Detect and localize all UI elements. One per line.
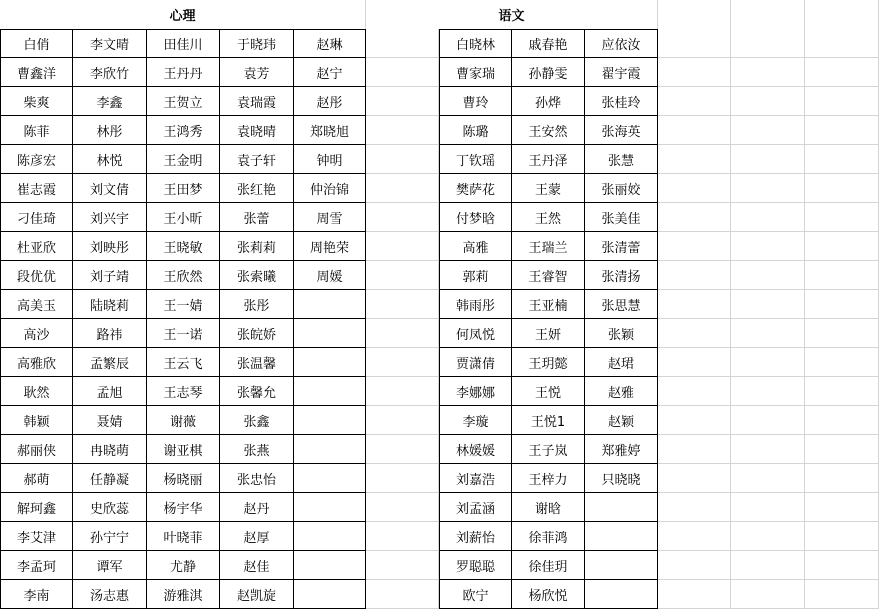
empty-cell[interactable] [731, 58, 805, 87]
name-cell[interactable]: 陆晓莉 [73, 290, 147, 319]
name-cell[interactable]: 林彤 [73, 116, 147, 145]
name-cell[interactable]: 郑雅婷 [585, 435, 658, 464]
name-cell[interactable]: 王梓力 [512, 464, 585, 493]
empty-cell[interactable] [731, 87, 805, 116]
name-cell[interactable]: 周艳荣 [294, 232, 366, 261]
name-cell[interactable]: 叶晓菲 [147, 522, 220, 551]
name-cell[interactable]: 王亚楠 [512, 290, 585, 319]
name-cell[interactable]: 王金明 [147, 145, 220, 174]
name-cell[interactable]: 孙静雯 [512, 58, 585, 87]
empty-cell[interactable] [366, 551, 439, 580]
empty-cell[interactable] [366, 174, 439, 203]
name-cell[interactable]: 应依汝 [585, 29, 658, 58]
name-cell[interactable]: 曹家瑞 [439, 58, 512, 87]
empty-cell[interactable] [805, 435, 879, 464]
name-cell[interactable]: 丁钦瑶 [439, 145, 512, 174]
empty-cell[interactable] [658, 29, 731, 58]
name-cell[interactable]: 张思慧 [585, 290, 658, 319]
empty-cell[interactable] [658, 203, 731, 232]
empty-cell[interactable] [366, 319, 439, 348]
name-cell[interactable] [294, 319, 366, 348]
empty-cell[interactable] [731, 464, 805, 493]
name-cell[interactable]: 孟旭 [73, 377, 147, 406]
name-cell[interactable]: 王然 [512, 203, 585, 232]
name-cell[interactable] [294, 493, 366, 522]
empty-cell[interactable] [658, 145, 731, 174]
name-cell[interactable] [294, 406, 366, 435]
name-cell[interactable]: 戚春艳 [512, 29, 585, 58]
empty-cell[interactable] [805, 87, 879, 116]
name-cell[interactable]: 张清蕾 [585, 232, 658, 261]
name-cell[interactable]: 李艾津 [0, 522, 73, 551]
name-cell[interactable]: 李欣竹 [73, 58, 147, 87]
name-cell[interactable]: 柴爽 [0, 87, 73, 116]
empty-cell[interactable] [366, 203, 439, 232]
empty-cell[interactable] [805, 377, 879, 406]
name-cell[interactable]: 张燕 [220, 435, 294, 464]
name-cell[interactable]: 汤志惠 [73, 580, 147, 609]
name-cell[interactable]: 赵佳 [220, 551, 294, 580]
name-cell[interactable]: 高沙 [0, 319, 73, 348]
name-cell[interactable]: 林媛媛 [439, 435, 512, 464]
name-cell[interactable]: 何凤悦 [439, 319, 512, 348]
empty-cell[interactable] [805, 0, 879, 29]
name-cell[interactable] [294, 377, 366, 406]
empty-cell[interactable] [731, 261, 805, 290]
empty-cell[interactable] [658, 348, 731, 377]
name-cell[interactable] [294, 435, 366, 464]
name-cell[interactable]: 李鑫 [73, 87, 147, 116]
name-cell[interactable]: 张莉莉 [220, 232, 294, 261]
empty-cell[interactable] [658, 58, 731, 87]
name-cell[interactable]: 刘薪怡 [439, 522, 512, 551]
empty-cell[interactable] [366, 29, 439, 58]
name-cell[interactable]: 徐菲鸿 [512, 522, 585, 551]
name-cell[interactable]: 陈彦宏 [0, 145, 73, 174]
empty-cell[interactable] [658, 0, 731, 29]
name-cell[interactable]: 张彤 [220, 290, 294, 319]
name-cell[interactable]: 王贺立 [147, 87, 220, 116]
name-cell[interactable]: 周雪 [294, 203, 366, 232]
empty-cell[interactable] [731, 290, 805, 319]
name-cell[interactable]: 王子岚 [512, 435, 585, 464]
name-cell[interactable]: 刘映彤 [73, 232, 147, 261]
empty-cell[interactable] [658, 377, 731, 406]
name-cell[interactable]: 谭军 [73, 551, 147, 580]
name-cell[interactable]: 杨欣悦 [512, 580, 585, 609]
name-cell[interactable]: 曹鑫洋 [0, 58, 73, 87]
empty-cell[interactable] [366, 58, 439, 87]
name-cell[interactable]: 赵宁 [294, 58, 366, 87]
empty-cell[interactable] [805, 348, 879, 377]
name-cell[interactable]: 郝丽侠 [0, 435, 73, 464]
empty-cell[interactable] [366, 435, 439, 464]
name-cell[interactable]: 孙烨 [512, 87, 585, 116]
empty-cell[interactable] [366, 145, 439, 174]
name-cell[interactable]: 王晓敏 [147, 232, 220, 261]
name-cell[interactable]: 刘子靖 [73, 261, 147, 290]
name-cell[interactable]: 张蕾 [220, 203, 294, 232]
name-cell[interactable]: 王一婧 [147, 290, 220, 319]
name-cell[interactable] [294, 580, 366, 609]
empty-cell[interactable] [805, 580, 879, 609]
name-cell[interactable]: 林悦 [73, 145, 147, 174]
empty-cell[interactable] [805, 290, 879, 319]
name-cell[interactable]: 付梦晗 [439, 203, 512, 232]
name-cell[interactable]: 孟繁辰 [73, 348, 147, 377]
empty-cell[interactable] [805, 261, 879, 290]
name-cell[interactable]: 赵颖 [585, 406, 658, 435]
empty-cell[interactable] [658, 116, 731, 145]
empty-cell[interactable] [658, 522, 731, 551]
empty-cell[interactable] [731, 319, 805, 348]
name-cell[interactable]: 杨宇华 [147, 493, 220, 522]
name-cell[interactable]: 聂婧 [73, 406, 147, 435]
name-cell[interactable]: 郭莉 [439, 261, 512, 290]
name-cell[interactable]: 张鑫 [220, 406, 294, 435]
empty-cell[interactable] [731, 29, 805, 58]
name-cell[interactable]: 段优优 [0, 261, 73, 290]
name-cell[interactable]: 王睿智 [512, 261, 585, 290]
empty-cell[interactable] [366, 348, 439, 377]
name-cell[interactable]: 张慧 [585, 145, 658, 174]
name-cell[interactable]: 谢晗 [512, 493, 585, 522]
name-cell[interactable]: 王志琴 [147, 377, 220, 406]
name-cell[interactable]: 王鸿秀 [147, 116, 220, 145]
name-cell[interactable]: 袁瑞霞 [220, 87, 294, 116]
empty-cell[interactable] [658, 174, 731, 203]
name-cell[interactable]: 郑晓旭 [294, 116, 366, 145]
name-cell[interactable]: 高雅欣 [0, 348, 73, 377]
empty-cell[interactable] [805, 464, 879, 493]
name-cell[interactable]: 钟明 [294, 145, 366, 174]
name-cell[interactable]: 韩雨彤 [439, 290, 512, 319]
name-cell[interactable]: 张清扬 [585, 261, 658, 290]
name-cell[interactable]: 王丹丹 [147, 58, 220, 87]
name-cell[interactable]: 王田梦 [147, 174, 220, 203]
name-cell[interactable]: 王欣然 [147, 261, 220, 290]
name-cell[interactable]: 张索曦 [220, 261, 294, 290]
name-cell[interactable]: 于晓玮 [220, 29, 294, 58]
empty-cell[interactable] [731, 551, 805, 580]
name-cell[interactable]: 张馨允 [220, 377, 294, 406]
name-cell[interactable]: 高美玉 [0, 290, 73, 319]
name-cell[interactable]: 王玥懿 [512, 348, 585, 377]
name-cell[interactable]: 袁子轩 [220, 145, 294, 174]
name-cell[interactable]: 谢亚棋 [147, 435, 220, 464]
name-cell[interactable]: 张皖娇 [220, 319, 294, 348]
empty-cell[interactable] [731, 203, 805, 232]
empty-cell[interactable] [366, 261, 439, 290]
name-cell[interactable]: 刘孟涵 [439, 493, 512, 522]
name-cell[interactable] [585, 522, 658, 551]
name-cell[interactable]: 刘兴宇 [73, 203, 147, 232]
empty-cell[interactable] [805, 522, 879, 551]
empty-cell[interactable] [731, 348, 805, 377]
name-cell[interactable]: 尤静 [147, 551, 220, 580]
name-cell[interactable]: 李娜娜 [439, 377, 512, 406]
empty-cell[interactable] [731, 145, 805, 174]
empty-cell[interactable] [805, 145, 879, 174]
empty-cell[interactable] [658, 464, 731, 493]
empty-cell[interactable] [805, 116, 879, 145]
empty-cell[interactable] [731, 435, 805, 464]
empty-cell[interactable] [731, 580, 805, 609]
name-cell[interactable]: 王一诺 [147, 319, 220, 348]
name-cell[interactable]: 张丽姣 [585, 174, 658, 203]
name-cell[interactable]: 张红艳 [220, 174, 294, 203]
name-cell[interactable]: 刘嘉浩 [439, 464, 512, 493]
empty-cell[interactable] [805, 203, 879, 232]
name-cell[interactable]: 李孟珂 [0, 551, 73, 580]
name-cell[interactable]: 耿然 [0, 377, 73, 406]
name-cell[interactable]: 刘文倩 [73, 174, 147, 203]
name-cell[interactable]: 张桂玲 [585, 87, 658, 116]
name-cell[interactable]: 张温馨 [220, 348, 294, 377]
section-title[interactable]: 心理 [0, 0, 366, 29]
name-cell[interactable]: 李文晴 [73, 29, 147, 58]
empty-cell[interactable] [658, 319, 731, 348]
name-cell[interactable]: 欧宁 [439, 580, 512, 609]
empty-cell[interactable] [805, 319, 879, 348]
name-cell[interactable]: 王云飞 [147, 348, 220, 377]
name-cell[interactable]: 韩颖 [0, 406, 73, 435]
empty-cell[interactable] [805, 551, 879, 580]
empty-cell[interactable] [366, 87, 439, 116]
empty-cell[interactable] [366, 522, 439, 551]
name-cell[interactable]: 王小昕 [147, 203, 220, 232]
name-cell[interactable]: 赵珺 [585, 348, 658, 377]
name-cell[interactable]: 杜亚欣 [0, 232, 73, 261]
name-cell[interactable]: 解珂鑫 [0, 493, 73, 522]
empty-cell[interactable] [658, 87, 731, 116]
empty-cell[interactable] [366, 464, 439, 493]
name-cell[interactable]: 任静凝 [73, 464, 147, 493]
name-cell[interactable]: 罗聪聪 [439, 551, 512, 580]
name-cell[interactable]: 仲治锦 [294, 174, 366, 203]
name-cell[interactable]: 高雅 [439, 232, 512, 261]
name-cell[interactable]: 陈璐 [439, 116, 512, 145]
empty-cell[interactable] [366, 377, 439, 406]
name-cell[interactable]: 张忠怡 [220, 464, 294, 493]
name-cell[interactable]: 翟宇霞 [585, 58, 658, 87]
name-cell[interactable]: 王瑞兰 [512, 232, 585, 261]
name-cell[interactable] [294, 290, 366, 319]
name-cell[interactable] [585, 551, 658, 580]
name-cell[interactable]: 郝萌 [0, 464, 73, 493]
empty-cell[interactable] [366, 232, 439, 261]
name-cell[interactable] [294, 348, 366, 377]
empty-cell[interactable] [366, 406, 439, 435]
name-cell[interactable]: 袁晓晴 [220, 116, 294, 145]
name-cell[interactable]: 王丹泽 [512, 145, 585, 174]
name-cell[interactable]: 张颖 [585, 319, 658, 348]
section-title[interactable]: 语文 [366, 0, 658, 29]
empty-cell[interactable] [658, 551, 731, 580]
empty-cell[interactable] [731, 174, 805, 203]
name-cell[interactable]: 孙宁宁 [73, 522, 147, 551]
name-cell[interactable]: 谢薇 [147, 406, 220, 435]
empty-cell[interactable] [658, 580, 731, 609]
empty-cell[interactable] [658, 435, 731, 464]
name-cell[interactable]: 赵雅 [585, 377, 658, 406]
empty-cell[interactable] [805, 493, 879, 522]
empty-cell[interactable] [366, 290, 439, 319]
empty-cell[interactable] [658, 406, 731, 435]
empty-cell[interactable] [731, 522, 805, 551]
name-cell[interactable]: 王安然 [512, 116, 585, 145]
name-cell[interactable] [585, 580, 658, 609]
empty-cell[interactable] [658, 261, 731, 290]
name-cell[interactable]: 袁芳 [220, 58, 294, 87]
name-cell[interactable]: 曹玲 [439, 87, 512, 116]
name-cell[interactable]: 樊萨花 [439, 174, 512, 203]
name-cell[interactable]: 贾潇倩 [439, 348, 512, 377]
empty-cell[interactable] [366, 493, 439, 522]
name-cell[interactable]: 李南 [0, 580, 73, 609]
name-cell[interactable]: 白晓林 [439, 29, 512, 58]
name-cell[interactable]: 白俏 [0, 29, 73, 58]
name-cell[interactable] [294, 464, 366, 493]
name-cell[interactable] [585, 493, 658, 522]
empty-cell[interactable] [805, 406, 879, 435]
name-cell[interactable] [294, 551, 366, 580]
name-cell[interactable]: 杨晓丽 [147, 464, 220, 493]
name-cell[interactable] [294, 522, 366, 551]
name-cell[interactable]: 陈菲 [0, 116, 73, 145]
name-cell[interactable]: 游雅淇 [147, 580, 220, 609]
empty-cell[interactable] [805, 232, 879, 261]
name-cell[interactable]: 刁佳琦 [0, 203, 73, 232]
name-cell[interactable]: 张美佳 [585, 203, 658, 232]
empty-cell[interactable] [658, 290, 731, 319]
name-cell[interactable]: 周媛 [294, 261, 366, 290]
empty-cell[interactable] [731, 232, 805, 261]
name-cell[interactable]: 田佳川 [147, 29, 220, 58]
name-cell[interactable]: 赵丹 [220, 493, 294, 522]
empty-cell[interactable] [658, 232, 731, 261]
name-cell[interactable]: 赵厚 [220, 522, 294, 551]
name-cell[interactable]: 赵彤 [294, 87, 366, 116]
name-cell[interactable]: 史欣蕊 [73, 493, 147, 522]
name-cell[interactable]: 王悦 [512, 377, 585, 406]
name-cell[interactable]: 王妍 [512, 319, 585, 348]
name-cell[interactable]: 赵凯旋 [220, 580, 294, 609]
empty-cell[interactable] [731, 377, 805, 406]
name-cell[interactable]: 崔志霞 [0, 174, 73, 203]
empty-cell[interactable] [731, 406, 805, 435]
empty-cell[interactable] [731, 493, 805, 522]
name-cell[interactable]: 只晓晓 [585, 464, 658, 493]
empty-cell[interactable] [731, 0, 805, 29]
name-cell[interactable]: 路祎 [73, 319, 147, 348]
name-cell[interactable]: 王悦1 [512, 406, 585, 435]
empty-cell[interactable] [658, 493, 731, 522]
empty-cell[interactable] [805, 29, 879, 58]
empty-cell[interactable] [805, 174, 879, 203]
empty-cell[interactable] [366, 580, 439, 609]
name-cell[interactable]: 王蒙 [512, 174, 585, 203]
name-cell[interactable]: 李璇 [439, 406, 512, 435]
name-cell[interactable]: 赵琳 [294, 29, 366, 58]
name-cell[interactable]: 徐佳玥 [512, 551, 585, 580]
empty-cell[interactable] [805, 58, 879, 87]
empty-cell[interactable] [731, 116, 805, 145]
name-cell[interactable]: 张海英 [585, 116, 658, 145]
empty-cell[interactable] [366, 116, 439, 145]
name-cell[interactable]: 冉晓萌 [73, 435, 147, 464]
